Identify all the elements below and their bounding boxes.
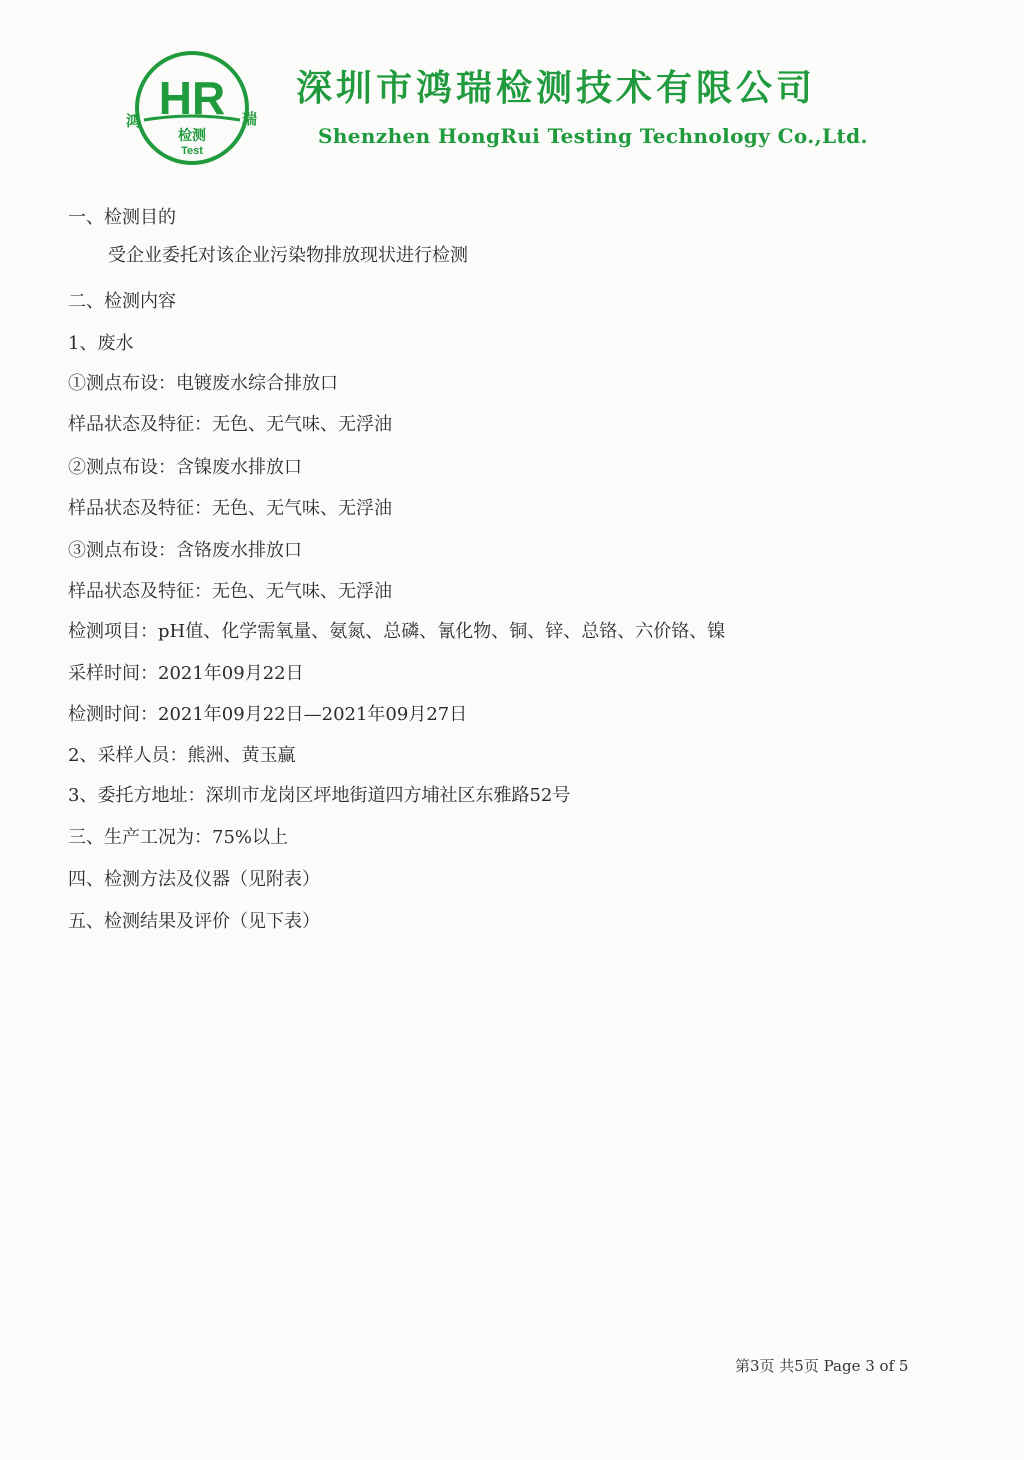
sample-state-3: 样品状态及特征：无色、无气味、无浮油 [68,581,392,602]
monitoring-point-2: ②测点布设：含镍废水排放口 [68,457,302,478]
logo-letters: HR [158,72,226,124]
sample-state-2: 样品状态及特征：无色、无气味、无浮油 [68,498,392,519]
section-4-methods: 四、检测方法及仪器（见附表） [68,869,320,890]
company-name-cn: 深圳市鸿瑞检测技术有限公司 [296,68,817,109]
page-number: 第3页 共5页 Page 3 of 5 [735,1357,909,1375]
wastewater-heading: 1、废水 [68,333,134,354]
logo-right-char: 瑞 [242,110,258,128]
company-logo [122,48,262,168]
sampling-time: 采样时间：2021年09月22日 [68,663,304,684]
logo-sub-en: Test [181,145,203,157]
testing-time: 检测时间：2021年09月22日—2021年09月27日 [68,704,468,725]
section-2-heading: 二、检测内容 [68,291,176,312]
section-1-text: 受企业委托对该企业污染物排放现状进行检测 [108,245,468,266]
client-address: 3、委托方地址：深圳市龙岗区坪地街道四方埔社区东雅路52号 [68,785,571,806]
section-3-production: 三、生产工况为：75%以上 [68,827,289,848]
company-name-en: Shenzhen HongRui Testing Technology Co.,Ltd. [318,124,868,148]
logo-left-char: 鸿 [126,112,142,130]
monitoring-point-1: ①测点布设：电镀废水综合排放口 [68,373,338,394]
section-1-heading: 一、检测目的 [68,207,176,228]
test-items: 检测项目：pH值、化学需氧量、氨氮、总磷、氰化物、铜、锌、总铬、六价铬、镍 [68,621,726,642]
logo-sub-cn: 检测 [178,128,206,144]
section-5-results: 五、检测结果及评价（见下表） [68,911,320,932]
samplers: 2、采样人员：熊洲、黄玉赢 [68,745,296,766]
sample-state-1: 样品状态及特征：无色、无气味、无浮油 [68,414,392,435]
monitoring-point-3: ③测点布设：含铬废水排放口 [68,540,302,561]
